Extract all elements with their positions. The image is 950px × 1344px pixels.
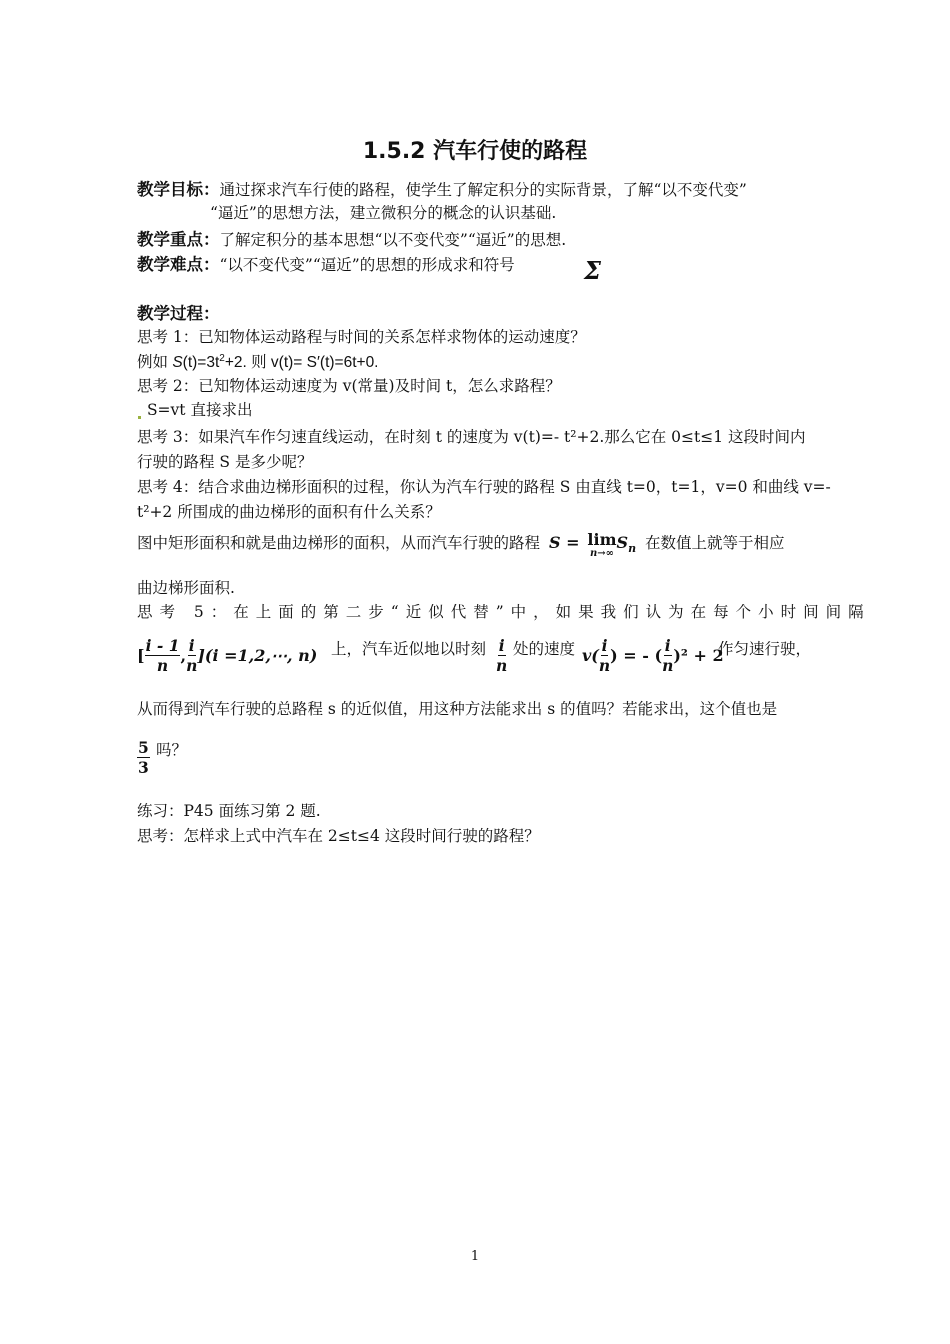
lim-subscript: n→∞ [589,548,614,559]
page-title: 1.5.2 汽车行使的路程 [362,139,588,164]
think-1: 思考 1：已知物体运动路程与时间的关系怎样求物体的运动速度？ [137,328,586,346]
bracket-open: [ [137,646,145,665]
vf-frac2 [662,636,673,675]
limit-paragraph [137,531,785,559]
example-prefix: 例如 [137,354,173,371]
formula-lhs: S = [548,533,580,552]
think-5-formula-line [137,636,317,680]
vf-a: v( [582,646,599,665]
think-6: 思考：怎样求上式中汽车在 2≤t≤4 这段时间行驶的路程？ [137,827,540,845]
teaching-difficulty [137,251,515,275]
vf-c: )² + 2 [673,646,724,665]
limit-operator [587,531,616,559]
example-line [137,350,379,372]
vf-frac2-num: i [664,636,671,655]
five-thirds-line [137,738,150,777]
page-number: 1 [470,1249,480,1264]
frac1-num: i - 1 [145,636,180,655]
fraction-i-minus-1-over-n [145,636,181,675]
fraction-time [496,636,507,675]
example-t1: (t)=3t [182,354,220,371]
sigma-symbol: Σ [584,256,601,285]
key-text: 了解定积分的基本思想“以不变代变”“逼近”的思想. [219,231,567,249]
vf-frac2-den: n [662,656,674,675]
key-label: 教学重点： [137,230,220,249]
example-rest: +2. 则 [224,354,271,371]
teaching-goal [137,176,747,200]
frac53-den: 3 [138,758,149,777]
think-3-line1: 思考 3：如果汽车作匀速直线运动，在时刻 t 的速度为 v(t)=- t²+2.那么它在 0≤t≤1 这段时间内 [137,428,806,446]
fraction-i-over-n [186,636,197,675]
frac53-num: 5 [138,738,149,757]
exercise-line: 练习：P45 面练习第 2 题. [137,802,321,820]
think-3-line2: 行驶的路程 S 是多少呢？ [137,453,313,471]
frac1-den: n [156,656,169,675]
svt-text: S=vt 直接求出 [146,401,253,419]
fraction-time-i-over-n [496,636,507,675]
think-5-tail: 吗？ [156,741,188,759]
frac2-den: n [186,656,198,675]
think-5-text-c: 作匀速行驶， [718,640,812,658]
teaching-key-point [137,226,566,250]
fraction-five-thirds [137,738,150,777]
think-4-line2: t²+2 所围成的曲边梯形的面积有什么关系？ [137,503,441,521]
process-label: 教学过程： [137,304,220,323]
sn-symbol: S [616,533,629,552]
think-5-line3: 从而得到汽车行驶的总路程 s 的近似值，用这种方法能求出 s 的值吗？若能求出，这个值也是 [137,700,778,718]
frac3-den: n [496,656,508,675]
difficulty-label: 教学难点： [137,255,220,274]
goal-line1: 通过探求汽车行使的路程，使学生了解定积分的实际背景，了解“以不变代变” [219,181,747,199]
goal-label: 教学目标： [137,180,220,199]
example-v: v(t)= S′(t)=6t+0. [270,354,379,371]
vf-frac1-den: n [598,656,611,675]
marker-dot [138,416,141,419]
para-post: 在数值上就等于相应 [645,534,785,552]
think-5-text-a: 上，汽车近似地以时刻 [331,640,487,658]
frac2-num: i [188,636,195,655]
sn-subscript: n [628,542,637,556]
think-5-line1: 思考 5：在上面的第二步“近似代替”中，如果我们认为在每个小时间间隔 [137,603,871,621]
vf-frac1 [599,636,610,675]
example-s: S [172,354,183,371]
svt-line [137,398,252,420]
para-pre: 图中矩形面积和就是曲边梯形的面积，从而汽车行驶的路程 [137,534,541,552]
goal-line2: “逼近”的思想方法，建立微积分的概念的认识基础. [210,204,557,222]
difficulty-text: “以不变代变”“逼近”的思想的形成求和符号 [219,256,515,274]
interval-tail: ](i =1,2,⋯, n) [197,646,318,665]
lim-text: lim [587,530,617,549]
velocity-formula [582,636,724,675]
para-line2: 曲边梯形面积. [137,579,235,597]
vf-frac1-num: i [601,636,608,655]
comma: , [180,646,187,665]
frac3-num: i [498,636,505,655]
think-5-text-b: 处的速度 [513,640,576,658]
think-4-line1: 思考 4：结合求曲边梯形面积的过程，你认为汽车行驶的路程 S 由直线 t=0，t=1，v=0 和曲线 v=- [137,478,831,496]
think-2: 思考 2：已知物体运动速度为 v(常量)及时间 t，怎么求路程？ [137,377,561,395]
vf-b: ) = - ( [610,646,663,665]
example-sup: 2 [219,352,225,364]
